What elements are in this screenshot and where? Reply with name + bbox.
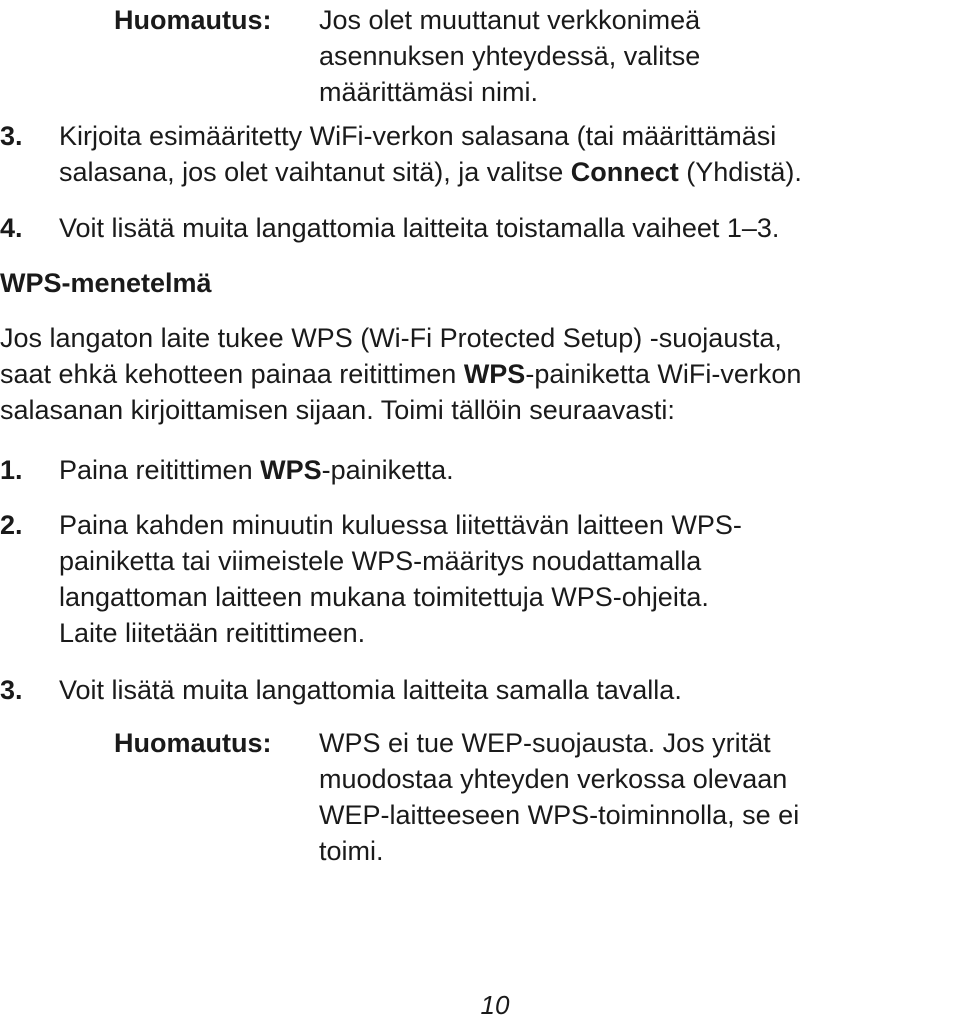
step-line: Voit lisätä muita langattomia laitteita toistamalla vaiheet 1–3. xyxy=(59,213,780,243)
para-line: Jos langaton laite tukee WPS (Wi-Fi Protected Setup) -suojausta, xyxy=(0,323,782,353)
step-line xyxy=(59,452,939,488)
note-line: asennuksen yhteydessä, valitse xyxy=(319,41,701,71)
step-line: langattoman laitteen mukana toimitettuja WPS-ohjeita. xyxy=(59,582,709,612)
step-number: 1. xyxy=(0,455,23,485)
wps-keyword: WPS xyxy=(463,359,526,389)
wps-keyword: WPS xyxy=(260,455,322,485)
step-text-segment: -painiketta. xyxy=(321,455,454,485)
step-number: 3. xyxy=(0,675,23,705)
page-number: 10 xyxy=(480,990,510,1020)
para-line: salasanan kirjoittamisen sijaan. Toimi tällöin seuraavasti: xyxy=(0,395,675,425)
note-label: Huomautus: xyxy=(114,728,272,758)
step-number: 3. xyxy=(0,121,23,151)
step-text-segment: Paina reitittimen xyxy=(59,455,261,485)
note-text xyxy=(319,725,879,869)
note-line: määrittämäsi nimi. xyxy=(319,77,539,107)
step-line: Laite liitetään reitittimeen. xyxy=(59,618,366,648)
wps-intro-paragraph xyxy=(0,320,955,428)
note-line: WEP-laitteeseen WPS-toiminnolla, se ei xyxy=(319,800,800,830)
step-number: 4. xyxy=(0,213,23,243)
step-line xyxy=(59,154,939,190)
note-text xyxy=(319,2,879,110)
section-heading-wps: WPS-menetelmä xyxy=(0,268,212,298)
step-text-segment: (Yhdistä). xyxy=(678,157,802,187)
step-text xyxy=(59,452,939,488)
step-line: Voit lisätä muita langattomia laitteita samalla tavalla. xyxy=(59,675,682,705)
step-number: 2. xyxy=(0,510,23,540)
step-text xyxy=(59,210,939,246)
step-text xyxy=(59,672,939,708)
note-line: WPS ei tue WEP-suojausta. Jos yrität xyxy=(319,728,771,758)
connect-keyword: Connect xyxy=(570,157,679,187)
step-line: Paina kahden minuutin kuluessa liitettävän laitteen WPS- xyxy=(59,510,742,540)
step-text xyxy=(59,118,939,190)
note-label: Huomautus: xyxy=(114,5,272,35)
step-text-segment: salasana, jos olet vaihtanut sitä), ja valitse xyxy=(59,157,571,187)
step-line: Kirjoita esimääritetty WiFi-verkon salasana (tai määrittämäsi xyxy=(59,121,777,151)
para-line xyxy=(0,356,955,392)
note-line: muodostaa yhteyden verkossa olevaan xyxy=(319,764,788,794)
note-line: toimi. xyxy=(319,836,384,866)
para-segment: -painiketta WiFi-verkon xyxy=(525,359,802,389)
step-text xyxy=(59,507,939,651)
step-line: painiketta tai viimeistele WPS-määritys noudattamalla xyxy=(59,546,702,576)
para-segment: saat ehkä kehotteen painaa reitittimen xyxy=(0,359,464,389)
note-line: Jos olet muuttanut verkkonimeä xyxy=(319,5,701,35)
